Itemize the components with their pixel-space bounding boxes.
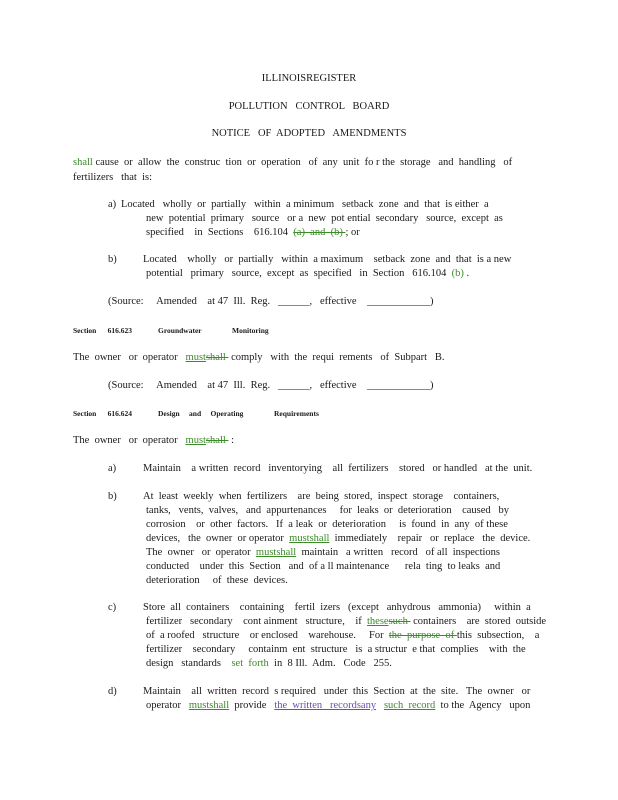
deleted-such: such bbox=[388, 616, 411, 627]
item-c2-line-4: fertilizer secondary containm ent structure is a structur e that complies with the bbox=[146, 644, 526, 655]
inserted-must: mustshall bbox=[188, 700, 230, 711]
item-c2-line-5: design standards set forth in 8 Ill. Adm. Code 255. bbox=[146, 658, 392, 669]
item-b2-line-7: deterioration of these devices. bbox=[146, 575, 288, 586]
inserted-text: (b) bbox=[451, 268, 464, 279]
inserted-these: these bbox=[367, 616, 389, 627]
deleted-shall: shall bbox=[205, 435, 229, 446]
inserted-must: must bbox=[185, 352, 206, 363]
item-b2-label: b) bbox=[108, 491, 117, 502]
item-c2-line-3: of a roofed structure or enclosed warehouse. For the purpose of this subsection, a bbox=[146, 630, 540, 641]
item-b2-line-4: devices, the owner or operator mustshall immediately repair or replace the device. bbox=[146, 533, 531, 544]
para-623: The owner or operator mustshall comply with the requi rements of Subpart B. bbox=[73, 352, 445, 363]
item-b2-line-3: corrosion or other factors. If a leak or deterioration is found in any of these bbox=[146, 519, 508, 530]
deleted-text: (a) and (b) bbox=[293, 227, 346, 238]
item-d2-line-1: Maintain all written record s required under this Section at the site. The owner or bbox=[143, 686, 531, 697]
item-b1-label: b) bbox=[108, 254, 117, 265]
item-b2-line-5: The owner or operator mustshall maintain a written record of all inspections bbox=[146, 547, 501, 558]
item-b2-line-6: conducted under this Section and of a ll maintenance rela ting to leaks and bbox=[146, 561, 501, 572]
item-c2-label: c) bbox=[108, 602, 117, 613]
item-a2-label: a) bbox=[108, 463, 117, 474]
board-title: POLLUTION CONTROL BOARD bbox=[228, 101, 390, 112]
item-b2-line-2: tanks, vents, valves, and appurtenances for leaks or deterioration caused by bbox=[146, 505, 510, 516]
notice-title: NOTICE OF ADOPTED AMENDMENTS bbox=[211, 128, 407, 139]
item-d2-line-2: operator mustshall provide the written recordsany such record to the Agency upon bbox=[146, 700, 531, 711]
inserted-must: mustshall bbox=[255, 547, 297, 558]
register-title: ILLINOISREGISTER bbox=[261, 73, 357, 84]
section-623-subtitle: Monitoring bbox=[232, 326, 269, 335]
item-c2-line-2: fertilizer secondary cont ainment structure, if thesesuch containers are stored outside bbox=[146, 616, 547, 627]
source-note-1: (Source: Amended at 47 Ill. Reg. ______, effective ____________) bbox=[108, 296, 434, 307]
section-624-number: Section 616.624 bbox=[73, 409, 132, 418]
item-a1-line-1: Located wholly or partially within a minimum setback zone and that is either a bbox=[121, 199, 489, 210]
section-623-number: Section 616.623 bbox=[73, 326, 132, 335]
section-623-title: Groundwater bbox=[158, 326, 202, 335]
item-b1-line-2: potential primary source, except as specified in Section 616.104 (b) . bbox=[146, 268, 470, 279]
section-624-title: Design and Operating bbox=[158, 409, 244, 418]
revised-text: the written recordsany bbox=[274, 700, 377, 711]
item-a1-line-3: specified in Sections 616.104 (a) and (b) ; or bbox=[146, 227, 360, 238]
inserted-text: such record bbox=[383, 700, 436, 711]
item-b2-line-1: At least weekly when fertilizers are being stored, inspect storage containers, bbox=[143, 491, 500, 502]
intro-line-2: fertilizers that is: bbox=[73, 172, 153, 183]
deleted-text: the purpose of bbox=[388, 630, 457, 641]
item-d2-label: d) bbox=[108, 686, 117, 697]
item-a1-line-2: new potential primary source or a new pot ential secondary source, except as bbox=[146, 213, 503, 224]
item-a1-label: a) bbox=[108, 199, 117, 210]
inserted-must: mustshall bbox=[289, 533, 330, 544]
inserted-shall: shall bbox=[73, 157, 93, 168]
intro-line-1: shall cause or allow the construc tion or operation of any unit fo r the storage and handling of bbox=[73, 157, 513, 168]
para-624: The owner or operator mustshall : bbox=[73, 435, 234, 446]
inserted-text: set forth bbox=[231, 658, 269, 669]
source-note-2: (Source: Amended at 47 Ill. Reg. ______, effective ____________) bbox=[108, 380, 434, 391]
inserted-must: must bbox=[185, 435, 206, 446]
deleted-shall: shall bbox=[205, 352, 229, 363]
item-a2-line-1: Maintain a written record inventorying all fertilizers stored or handled at the unit. bbox=[143, 463, 533, 474]
section-624-subtitle: Requirements bbox=[274, 409, 319, 418]
item-c2-line-1: Store all containers containing fertil izers (except anhydrous ammonia) within a bbox=[143, 602, 531, 613]
item-b1-line-1: Located wholly or partially within a maximum setback zone and that is a new bbox=[143, 254, 512, 265]
